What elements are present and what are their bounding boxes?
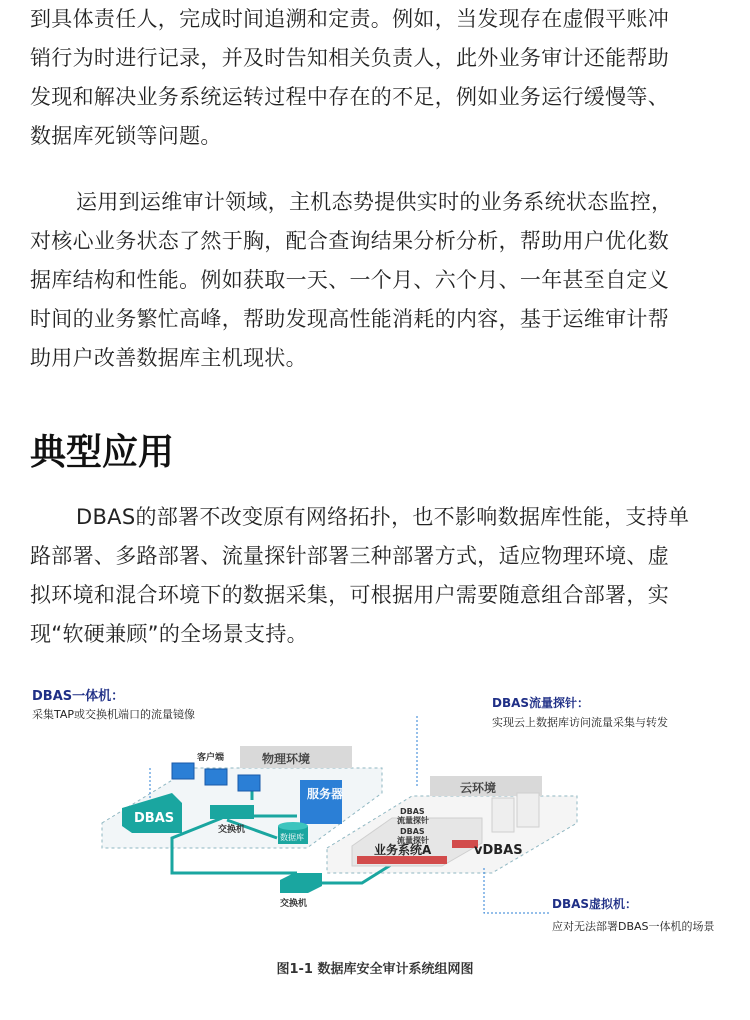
- text-line: 销行为时进行记录，并及时告知相关负责人，此外业务审计还能帮助: [30, 46, 669, 70]
- figure-caption: 图1-1 数据库安全审计系统组网图: [276, 962, 474, 977]
- dbas-appliance: [122, 793, 182, 833]
- text-line: DBAS的部署不改变原有网络拓扑，也不影响数据库性能，支持单: [76, 505, 690, 529]
- text-line: 路部署、多路部署、流量探针部署三种部署方式，适应物理环境、虚: [30, 544, 669, 568]
- network-diagram: [22, 668, 728, 968]
- callout-probe-desc: 实现云上数据库访问流量采集与转发: [492, 716, 668, 729]
- server-rack: [300, 780, 343, 824]
- text-line: 到具体责任人，完成时间追溯和定责。例如，当发现存在虚假平账冲: [30, 7, 669, 31]
- callout-vm-desc: 应对无法部署DBAS一体机的场景: [552, 920, 715, 933]
- switch-label: 交换机: [218, 825, 246, 835]
- text-line: 拟环境和混合环境下的数据采集，可根据用户需要随意组合部署，实: [30, 583, 669, 607]
- text-line: 现“软硬兼顾”的全场景支持。: [30, 622, 308, 646]
- text-line: 据库结构和性能。例如获取一天、一个月、六个月、一年甚至自定义: [30, 268, 669, 292]
- probe-label-2b: 流量探针: [397, 836, 429, 845]
- database-cylinder: [278, 822, 308, 844]
- cloud-env-label: 云环境: [460, 781, 497, 795]
- physical-env-label: 物理环境: [262, 752, 311, 766]
- probe-label-1: DBAS: [400, 807, 425, 816]
- callout-probe-title: DBAS流量探针：: [492, 696, 590, 710]
- text-line: 时间的业务繁忙高峰，帮助发现高性能消耗的内容，基于运维审计帮: [30, 307, 669, 331]
- text-line: 对核心业务状态了然于胸，配合查询结果分析分析，帮助用户优化数: [30, 229, 669, 253]
- probe-label-1b: 流量探针: [397, 816, 429, 825]
- switch2-label: 交换机: [280, 899, 308, 909]
- section-heading: 典型应用: [30, 432, 175, 473]
- callout-appliance-title: DBAS一体机：: [32, 689, 125, 704]
- database-label: 数据库: [280, 833, 304, 842]
- vdbas-label: vDBAS: [474, 843, 523, 858]
- text-line: 助用户改善数据库主机现状。: [30, 346, 307, 370]
- dbas-label: DBAS: [134, 811, 175, 826]
- paragraph-deployment: [30, 498, 720, 654]
- callout-vm-title: DBAS虚拟机：: [552, 897, 638, 911]
- text-line: 发现和解决业务系统运转过程中存在的不足，例如业务运行缓慢等、: [30, 85, 669, 109]
- text-line: 运用到运维审计领域，主机态势提供实时的业务系统状态监控，: [76, 190, 673, 214]
- client-label: 客户端: [197, 753, 225, 763]
- paragraph-continuation: [30, 0, 720, 156]
- callout-connector: [484, 868, 550, 913]
- paragraph-ops-audit: [30, 183, 720, 378]
- callout-appliance-desc: 采集TAP或交换机端口的流量镜像: [32, 708, 196, 721]
- business-system-label: 业务系统A: [374, 843, 432, 857]
- server-label: 服务器: [307, 787, 344, 801]
- probe-label-2: DBAS: [400, 827, 425, 836]
- text-line: 数据库死锁等问题。: [30, 124, 222, 148]
- lower-switch-device: [280, 873, 322, 909]
